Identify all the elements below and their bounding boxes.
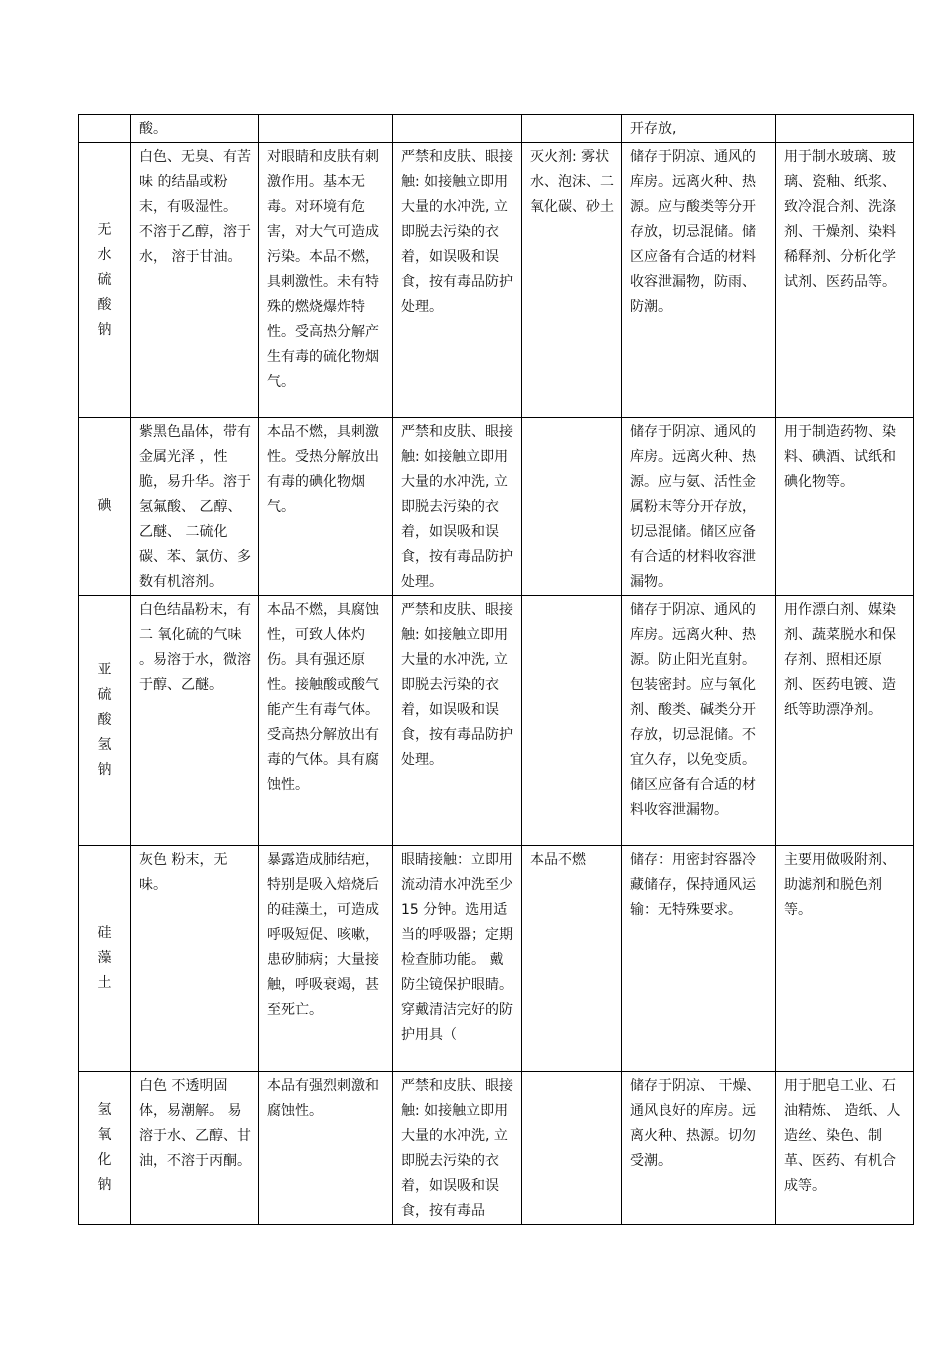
health-hazard-cell: 暴露造成肺结疤，特别是吸入焙烧后的硅藻土，可造成呼吸短促、咳嗽，患矽肺病；大量接触，呼吸衰竭，甚至死亡。 bbox=[259, 846, 393, 1072]
chemical-name: 氢氧化钠 bbox=[97, 1102, 112, 1193]
health-hazard-cell: 本品有强烈刺激和腐蚀性。 bbox=[259, 1072, 393, 1225]
chemical-name-cell bbox=[79, 115, 131, 143]
storage-cell: 储存于阴凉、通风的库房。远离火种、热源。应与酸类等分开存放，切忌混储。储区应备有合适的材料收容泄漏物，防雨、防潮。 bbox=[622, 143, 776, 418]
chemical-name: 亚硫酸氢钠 bbox=[97, 662, 112, 778]
properties-cell: 白色、无臭、有苦味 的结晶或粉末，有吸湿性。 不溶于乙醇，溶于水， 溶于甘油。 bbox=[131, 143, 259, 418]
storage-cell: 开存放, bbox=[622, 115, 776, 143]
storage-cell: 储存于阴凉、通风的库房。远离火种、热源。防止阳光直射。包装密封。应与氧化剂、酸类、碱类分开存放，切忌混储。不宜久存，以免变质。储区应备有合适的材料收容泄漏物。 bbox=[622, 596, 776, 846]
fire-fighting-cell: 本品不燃 bbox=[522, 846, 622, 1072]
chemical-name: 硅藻土 bbox=[97, 925, 112, 991]
protection-cell: 严禁和皮肤、眼接触: 如接触立即用大量的水冲洗, 立即脱去污染的衣着，如误吸和误食，按有毒品防护处理。 bbox=[393, 596, 522, 846]
chemical-name: 无水硫酸钠 bbox=[97, 221, 112, 338]
storage-cell: 储存：用密封容器冷藏储存，保持通风运输：无特殊要求。 bbox=[622, 846, 776, 1072]
chemical-name-cell bbox=[79, 143, 131, 418]
fire-fighting-cell bbox=[522, 418, 622, 596]
properties-cell: 白色 不透明固体，易潮解。 易溶于水、乙醇、甘油，不溶于丙酮。 bbox=[131, 1072, 259, 1225]
health-hazard-cell: 本品不燃，具腐蚀性，可致人体灼伤。具有强还原性。接触酸或酸气能产生有毒气体。受高热分解放出有毒的气体。具有腐蚀性。 bbox=[259, 596, 393, 846]
health-hazard-cell: 本品不燃，具刺激性。受热分解放出有毒的碘化物烟气。 bbox=[259, 418, 393, 596]
properties-cell: 酸。 bbox=[131, 115, 259, 143]
fire-fighting-cell bbox=[522, 1072, 622, 1225]
chemical-name-cell bbox=[79, 1072, 131, 1225]
protection-cell: 眼睛接触：立即用流动清水冲洗至少 15 分钟。选用适当的呼吸器；定期检查肺功能。 戴防尘镜保护眼睛。穿戴清洁完好的防护用具（ bbox=[393, 846, 522, 1072]
chemical-name: 碘 bbox=[97, 498, 112, 514]
protection-cell: 严禁和皮肤、眼接触: 如接触立即用大量的水冲洗, 立即脱去污染的衣着，如误吸和误食，按有毒品防护处理。 bbox=[393, 418, 522, 596]
chemical-name-cell bbox=[79, 596, 131, 846]
uses-cell: 用作漂白剂、媒染剂、蔬菜脱水和保存剂、照相还原剂、医药电镀、造纸等助漂净剂。 bbox=[776, 596, 914, 846]
table-row bbox=[79, 1072, 914, 1225]
fire-fighting-cell bbox=[522, 596, 622, 846]
table-row bbox=[79, 115, 914, 143]
table-row bbox=[79, 143, 914, 418]
properties-cell: 白色结晶粉末，有二 氧化硫的气味 。易溶于水，微溶于醇、乙醚。 bbox=[131, 596, 259, 846]
properties-cell: 紫黑色晶体，带有金属光泽 ，性脆，易升华。溶于氢氟酸、 乙醇、乙醚、 二硫化碳、苯、氯仿、多数有机溶剂。 bbox=[131, 418, 259, 596]
uses-cell bbox=[776, 115, 914, 143]
uses-cell: 用于制造药物、染料、碘酒、试纸和碘化物等。 bbox=[776, 418, 914, 596]
protection-cell: 严禁和皮肤、眼接触: 如接触立即用大量的水冲洗, 立即脱去污染的衣着，如误吸和误食，按有毒品防护处理。 bbox=[393, 143, 522, 418]
chemical-name-cell bbox=[79, 846, 131, 1072]
fire-fighting-cell bbox=[522, 115, 622, 143]
table-row bbox=[79, 418, 914, 596]
health-hazard-cell: 对眼睛和皮肤有刺激作用。基本无毒。对环境有危害，对大气可造成污染。本品不燃，具刺激性。未有特殊的燃烧爆炸特性。受高热分解产生有毒的硫化物烟气。 bbox=[259, 143, 393, 418]
storage-cell: 储存于阴凉、通风的库房。远离火种、热源。应与氨、活性金属粉末等分开存放，切忌混储。储区应备有合适的材料收容泄漏物。 bbox=[622, 418, 776, 596]
chemical-name-cell bbox=[79, 418, 131, 596]
uses-cell: 用于制水玻璃、玻璃、瓷釉、纸浆、致冷混合剂、洗涤剂、干燥剂、染料稀释剂、分析化学试剂、医药品等。 bbox=[776, 143, 914, 418]
table-row bbox=[79, 596, 914, 846]
uses-cell: 主要用做吸附剂、助滤剂和脱色剂等。 bbox=[776, 846, 914, 1072]
health-hazard-cell bbox=[259, 115, 393, 143]
protection-cell bbox=[393, 115, 522, 143]
properties-cell: 灰色 粉末，无味。 bbox=[131, 846, 259, 1072]
storage-cell: 储存于阴凉、 干燥、通风良好的库房。远离火种、热源。切勿受潮。 bbox=[622, 1072, 776, 1225]
fire-fighting-cell: 灭火剂: 雾状水、泡沫、二氧化碳、砂土 bbox=[522, 143, 622, 418]
chemical-safety-table bbox=[78, 114, 914, 1225]
protection-cell: 严禁和皮肤、眼接触: 如接触立即用大量的水冲洗, 立即脱去污染的衣着，如误吸和误食，按有毒品 bbox=[393, 1072, 522, 1225]
uses-cell: 用于肥皂工业、石油精炼、 造纸、人造丝、染色、制革、医药、有机合成等。 bbox=[776, 1072, 914, 1225]
table-row bbox=[79, 846, 914, 1072]
